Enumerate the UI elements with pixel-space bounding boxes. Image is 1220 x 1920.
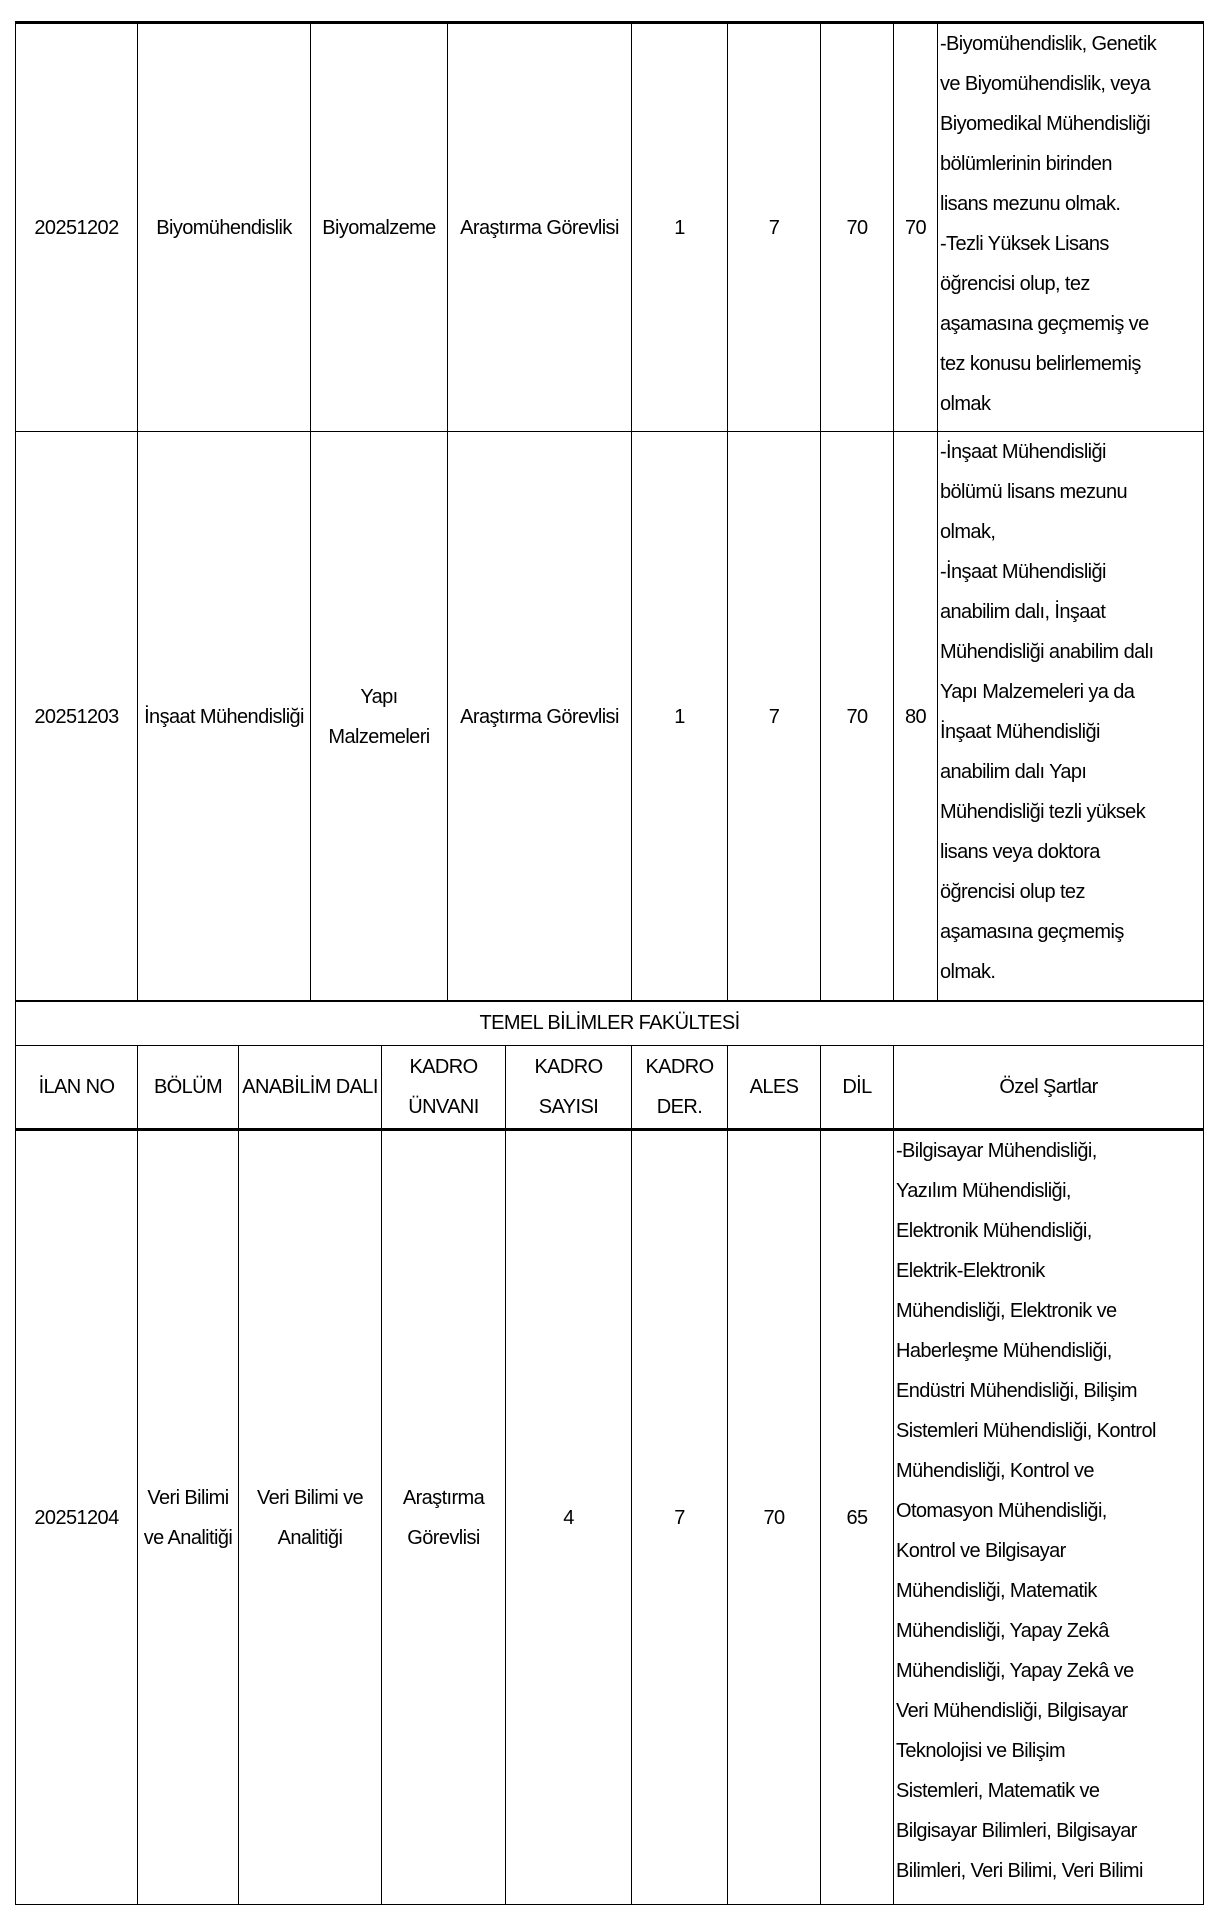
anabilim-dali-cell: Yapı Malzemeleri xyxy=(311,432,448,1002)
requirement-line: olmak xyxy=(940,393,991,415)
dil-cell: 80 xyxy=(894,432,938,1002)
header-kadro-unvani: KADRO ÜNVANI xyxy=(382,1046,506,1130)
header-anabilim-dali: ANABİLİM DALI xyxy=(239,1046,382,1130)
ozel-sartlar-cell xyxy=(938,23,1204,432)
anabilim-dali-cell: Veri Bilimi ve Analitiği xyxy=(239,1130,382,1905)
requirement-line: bölümü lisans mezunu xyxy=(940,481,1127,503)
requirement-line: Otomasyon Mühendisliği, xyxy=(896,1500,1107,1522)
requirement-line: aşamasına geçmemiş xyxy=(940,921,1124,943)
requirement-line: Endüstri Mühendisliği, Bilişim xyxy=(896,1380,1137,1402)
requirement-line: Teknolojisi ve Bilişim xyxy=(896,1740,1066,1762)
requirement-line: anabilim dalı, İnşaat xyxy=(940,601,1106,623)
requirement-line: anabilim dalı Yapı xyxy=(940,761,1087,783)
requirement-line: Elektrik-Elektronik xyxy=(896,1260,1045,1282)
ales-cell: 70 xyxy=(821,432,894,1002)
requirement-line: Elektronik Mühendisliği, xyxy=(896,1220,1092,1242)
ozel-sartlar-cell xyxy=(938,432,1204,1002)
table-row xyxy=(16,23,1204,432)
requirement-line: Mühendisliği, Matematik xyxy=(896,1580,1097,1602)
requirement-line: ve Biyomühendislik, veya xyxy=(940,73,1151,95)
requirement-line: -İnşaat Mühendisliği xyxy=(940,561,1106,583)
kadro-der-cell: 7 xyxy=(728,23,821,432)
requirement-line: Bilgisayar Bilimleri, Bilgisayar xyxy=(896,1820,1137,1842)
header-ilan-no: İLAN NO xyxy=(16,1046,138,1130)
table-header-row xyxy=(16,1046,1204,1130)
kadro-sayisi-cell: 1 xyxy=(632,432,728,1002)
positions-table-engineering xyxy=(15,21,1204,1002)
ales-cell: 70 xyxy=(728,1130,821,1905)
bolum-cell: Veri Bilimi ve Analitiği xyxy=(138,1130,239,1905)
requirement-line: Veri Mühendisliği, Bilgisayar xyxy=(896,1700,1128,1722)
ilan-no-cell: 20251204 xyxy=(16,1130,138,1905)
requirement-line: Mühendisliği anabilim dalı xyxy=(940,641,1154,663)
bolum-cell: Biyomühendislik xyxy=(138,23,311,432)
kadro-sayisi-cell: 4 xyxy=(506,1130,632,1905)
requirement-line: bölümlerinin birinden xyxy=(940,153,1112,175)
bolum-cell: İnşaat Mühendisliği xyxy=(138,432,311,1002)
requirement-line: lisans veya doktora xyxy=(940,841,1100,863)
kadro-sayisi-cell: 1 xyxy=(632,23,728,432)
requirement-line: olmak. xyxy=(940,961,996,983)
table-row xyxy=(16,432,1204,1002)
anabilim-dali-cell: Biyomalzeme xyxy=(311,23,448,432)
kadro-unvani-cell: Araştırma Görevlisi xyxy=(448,432,632,1002)
requirement-line: tez konusu belirlememiş xyxy=(940,353,1141,375)
requirement-line: Sistemleri, Matematik ve xyxy=(896,1780,1100,1802)
requirement-line: İnşaat Mühendisliği xyxy=(940,721,1100,743)
requirement-line: -İnşaat Mühendisliği xyxy=(940,441,1106,463)
header-dil: DİL xyxy=(821,1046,894,1130)
requirement-line: -Bilgisayar Mühendisliği, xyxy=(896,1140,1097,1162)
requirement-line: olmak, xyxy=(940,521,996,543)
requirement-line: öğrencisi olup tez xyxy=(940,881,1085,903)
requirement-line: Mühendisliği, Yapay Zekâ ve xyxy=(896,1660,1134,1682)
ozel-sartlar-cell xyxy=(894,1130,1204,1905)
header-kadro-der: KADRO DER. xyxy=(632,1046,728,1130)
requirement-line: -Biyomühendislik, Genetik xyxy=(940,33,1157,55)
header-ozel-sartlar: Özel Şartlar xyxy=(894,1046,1204,1130)
requirement-line: Haberleşme Mühendisliği, xyxy=(896,1340,1112,1362)
requirement-line: Mühendisliği, Kontrol ve xyxy=(896,1460,1094,1482)
faculty-title-row xyxy=(16,1001,1204,1046)
ilan-no-cell: 20251203 xyxy=(16,432,138,1002)
ilan-no-cell: 20251202 xyxy=(16,23,138,432)
requirement-line: Yazılım Mühendisliği, xyxy=(896,1180,1071,1202)
requirement-line: Mühendisliği, Yapay Zekâ xyxy=(896,1620,1109,1642)
requirement-line: öğrencisi olup, tez xyxy=(940,273,1090,295)
header-ales: ALES xyxy=(728,1046,821,1130)
dil-cell: 70 xyxy=(894,23,938,432)
kadro-unvani-cell: Araştırma Görevlisi xyxy=(382,1130,506,1905)
requirement-line: -Tezli Yüksek Lisans xyxy=(940,233,1109,255)
dil-cell: 65 xyxy=(821,1130,894,1905)
positions-table-basic-sciences xyxy=(15,1000,1204,1905)
requirement-line: Biyomedikal Mühendisliği xyxy=(940,113,1151,135)
kadro-unvani-cell: Araştırma Görevlisi xyxy=(448,23,632,432)
requirement-line: lisans mezunu olmak. xyxy=(940,193,1121,215)
header-kadro-sayisi: KADRO SAYISI xyxy=(506,1046,632,1130)
requirement-line: Bilimleri, Veri Bilimi, Veri Bilimi xyxy=(896,1860,1143,1882)
requirement-line: Kontrol ve Bilgisayar xyxy=(896,1540,1066,1562)
kadro-der-cell: 7 xyxy=(728,432,821,1002)
requirement-line: Yapı Malzemeleri ya da xyxy=(940,681,1135,703)
faculty-title: TEMEL BİLİMLER FAKÜLTESİ xyxy=(16,1001,1204,1046)
header-bolum: BÖLÜM xyxy=(138,1046,239,1130)
ales-cell: 70 xyxy=(821,23,894,432)
requirement-line: Sistemleri Mühendisliği, Kontrol xyxy=(896,1420,1156,1442)
kadro-der-cell: 7 xyxy=(632,1130,728,1905)
requirement-line: Mühendisliği tezli yüksek xyxy=(940,801,1146,823)
table-row xyxy=(16,1130,1204,1905)
requirement-line: Mühendisliği, Elektronik ve xyxy=(896,1300,1117,1322)
requirement-line: aşamasına geçmemiş ve xyxy=(940,313,1149,335)
